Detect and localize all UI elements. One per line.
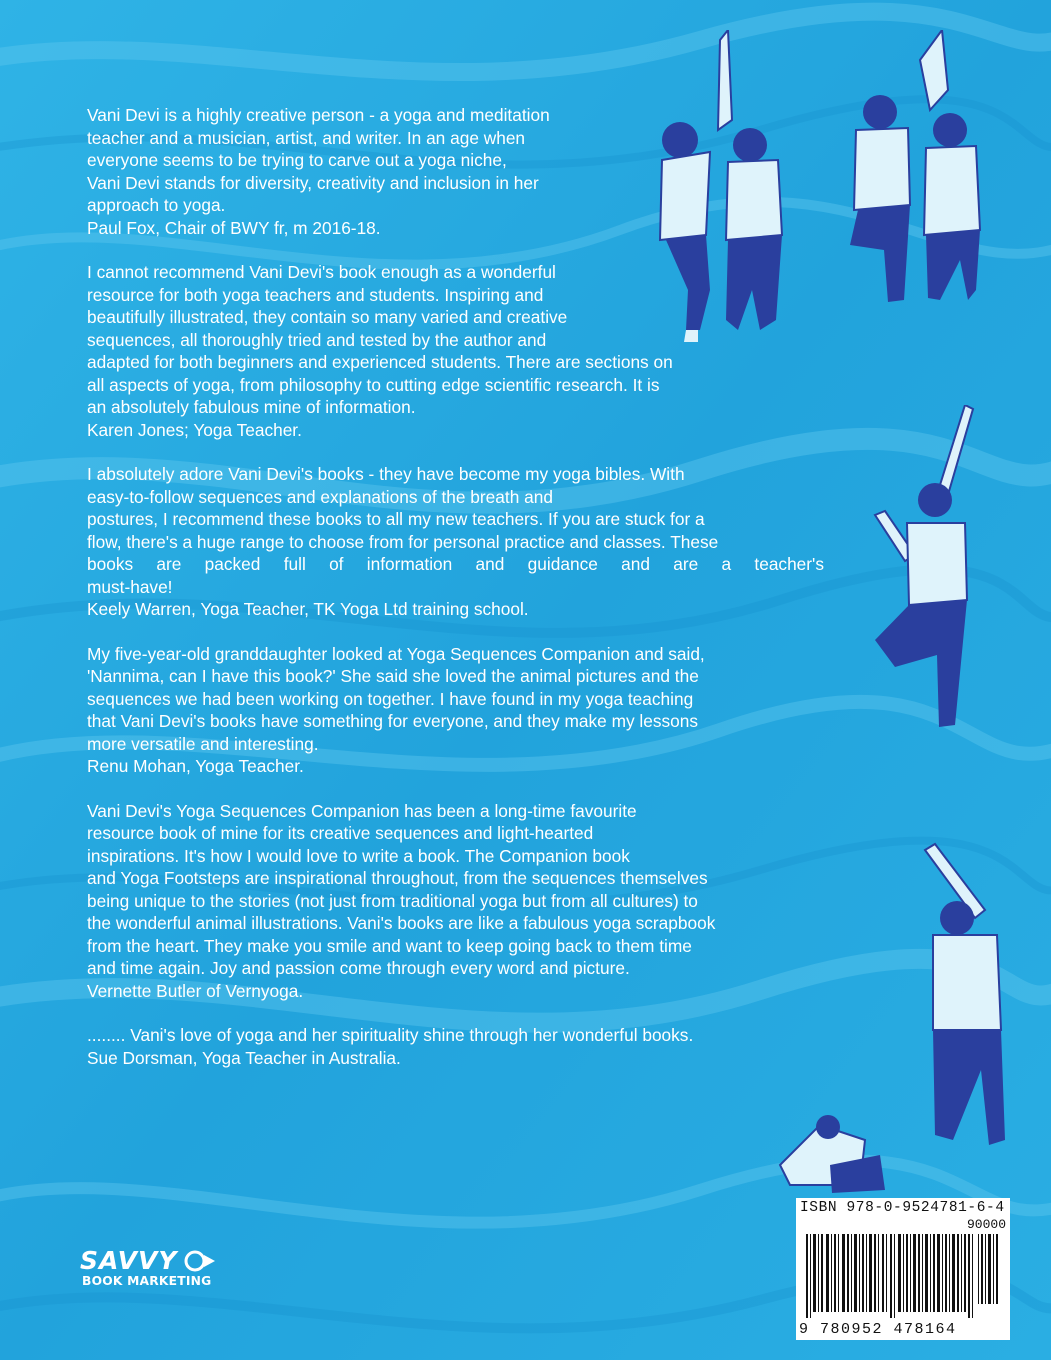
yoga-woman-illustration-2 [905,840,1045,1160]
logo-line2: BOOK MARKETING [82,1274,212,1288]
review-line: must-have! [87,576,173,597]
review-line: an absolutely fabulous mine of information. [87,397,416,417]
review-line: adapted for both beginners and experienced students. There are sections on [87,352,673,372]
review-1 [87,104,807,239]
price-code: 90000 [966,1217,1006,1232]
review-line: all aspects of yoga, from philosophy to cutting edge scientific research. It is [87,374,660,395]
review-line: and time again. Joy and passion come through every word and picture. [87,958,630,978]
review-author: Sue Dorsman, Yoga Teacher in Australia. [87,1047,401,1068]
savvy-book-marketing-logo [80,1246,255,1296]
review-author: Karen Jones; Yoga Teacher. [87,419,302,440]
barcode-number: 9 780952 478164 [799,1321,957,1338]
review-line: from the heart. They make you smile and want to keep going back to them time [87,935,692,956]
review-line: books are packed full of information and guidance and are a teacher's [87,554,824,574]
isbn-label: ISBN 978-0-9524781-6-4 [800,1200,1005,1216]
review-line: beautifully illustrated, they contain so many varied and creative [87,307,568,327]
review-4 [87,643,807,778]
review-line: I cannot recommend Vani Devi's book enough as a wonderful [87,262,556,282]
isbn-barcode [796,1198,1010,1340]
review-line: My five-year-old granddaughter looked at Yoga Sequences Companion and said, [87,643,705,664]
yoga-pair-illustration-2 [820,30,1000,320]
review-line: and Yoga Footsteps are inspirational throughout, from the sequences themselves [87,868,708,888]
review-list [87,104,824,1091]
barcode-bars [804,1218,1004,1318]
review-line: teacher and a musician, artist, and writer. In an age when [87,127,526,148]
review-line: 'Nannima, can I have this book?' She said she loved the animal pictures and the [87,666,699,686]
review-2 [87,261,807,441]
review-line: Vani Devi is a highly creative person - a yoga and meditation [87,105,550,125]
review-line: easy-to-follow sequences and explanations of the breath and [87,486,553,507]
review-line: approach to yoga. [87,195,226,215]
review-line: sequences we had been working on together. I have found in my yoga teaching [87,688,694,709]
review-line: postures, I recommend these books to all my new teachers. If you are stuck for a [87,509,705,529]
review-line: flow, there's a huge range to choose from for personal practice and classes. These [87,531,719,552]
logo-line1: SAVVY [80,1246,178,1275]
review-author: Keely Warren, Yoga Teacher, TK Yoga Ltd training school. [87,599,529,619]
review-line: everyone seems to be trying to carve out a yoga niche, [87,150,507,170]
review-line: resource for both yoga teachers and students. Inspiring and [87,284,544,305]
review-line: sequences, all thoroughly tried and tested by the author and [87,329,547,350]
yoga-woman-illustration-1 [855,405,1005,735]
review-author: Vernette Butler of Vernyoga. [87,980,304,1001]
review-line: more versatile and interesting. [87,733,319,754]
review-line: the wonderful animal illustrations. Vani's books are like a fabulous yoga scrapbook [87,913,716,933]
review-line: being unique to the stories (not just from traditional yoga but from all cultures) to [87,890,698,911]
review-line: Vani Devi's Yoga Sequences Companion has been a long-time favourite [87,800,637,821]
review-line: I absolutely adore Vani Devi's books - they have become my yoga bibles. With [87,464,685,484]
review-6 [87,1024,807,1069]
review-line: inspirations. It's how I would love to write a book. The Companion book [87,845,630,866]
review-line: ........ Vani's love of yoga and her spirituality shine through her wonderful books. [87,1025,694,1045]
review-line: Vani Devi stands for diversity, creativity and inclusion in her [87,172,539,193]
yoga-bend-illustration [770,1105,890,1195]
review-3 [87,463,824,621]
review-line: resource book of mine for its creative sequences and light-hearted [87,823,594,843]
review-line: that Vani Devi's books have something for everyone, and they make my lessons [87,711,699,731]
review-author: Paul Fox, Chair of BWY fr, m 2016-18. [87,217,381,238]
review-5 [87,800,807,1003]
pen-nib-icon [184,1250,216,1272]
review-author: Renu Mohan, Yoga Teacher. [87,756,304,776]
